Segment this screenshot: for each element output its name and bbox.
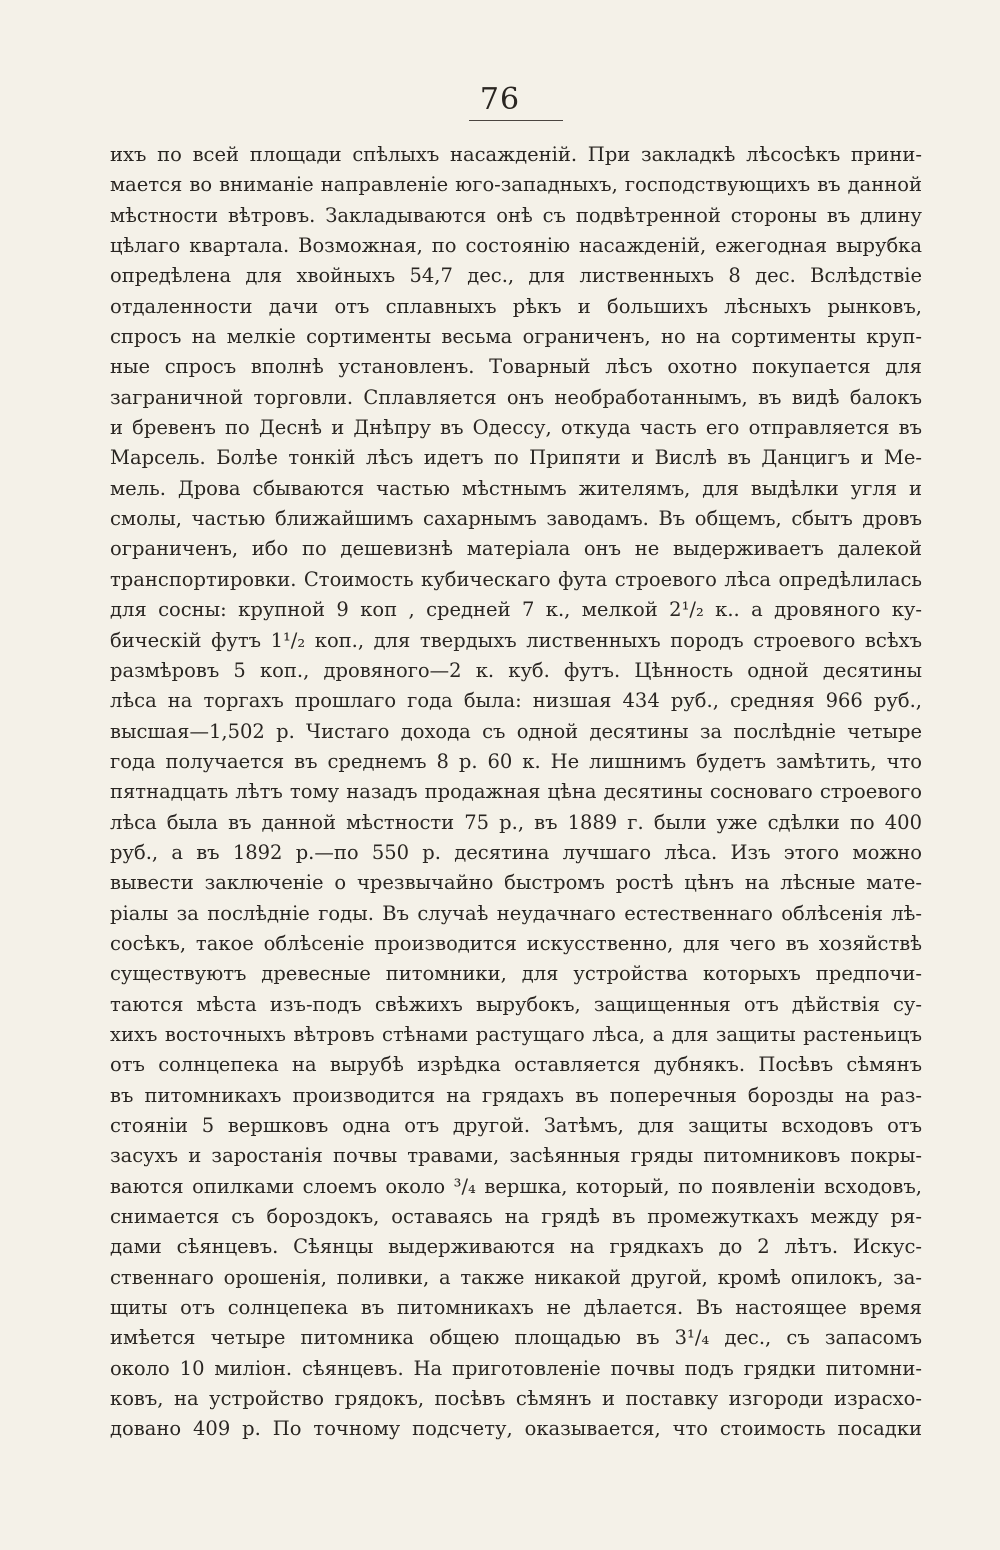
text-line: щиты отъ солнцепека въ питомникахъ не дѣлается. Въ настоящее время [110, 1296, 922, 1320]
text-line: транспортировки. Стоимость кубическаго фута строевого лѣса опредѣлилась [110, 567, 922, 591]
page-number-rule [469, 120, 563, 121]
text-line: ограниченъ, ибо по дешевизнѣ матеріала онъ не выдерживаетъ далекой [110, 537, 922, 561]
text-line: и бревенъ по Деснѣ и Днѣпру въ Одессу, откуда часть его отправляется въ [110, 416, 922, 440]
text-line: спросъ на мелкіе сортименты весьма ограниченъ, но на сортименты круп- [110, 325, 922, 349]
text-line: отъ солнцепека на вырубѣ изрѣдка оставляется дубнякъ. Посѣвъ сѣмянъ [110, 1053, 922, 1077]
body-text [110, 140, 922, 1445]
text-line: отдаленности дачи отъ сплавныхъ рѣкъ и большихъ лѣсныхъ рынковъ, [110, 294, 922, 318]
text-line: таются мѣста изъ-подъ свѣжихъ вырубокъ, защищенныя отъ дѣйствія су- [110, 992, 922, 1016]
text-line: существуютъ древесные питомники, для устройства которыхъ предпочи- [110, 962, 922, 986]
text-line: мѣстности вѣтровъ. Закладываются онѣ съ подвѣтренной стороны въ длину [110, 203, 922, 227]
text-line: вывести заключеніе о чрезвычайно быстромъ ростѣ цѣнъ на лѣсные мате- [110, 871, 922, 895]
text-line: лѣса на торгахъ прошлаго года была: низшая 434 руб., средняя 966 руб., [110, 689, 922, 713]
text-line: около 10 миліон. сѣянцевъ. На приготовленіе почвы подъ грядки питомни- [110, 1356, 922, 1380]
text-line: имѣется четыре питомника общею площадью въ 3¹/₄ дес., съ запасомъ [110, 1326, 922, 1350]
text-line: сосѣкъ, такое облѣсеніе производится искусственно, для чего въ хозяйствѣ [110, 931, 922, 955]
text-line: года получается въ среднемъ 8 р. 60 к. Не лишнимъ будетъ замѣтить, что [110, 749, 922, 773]
text-line: ріалы за послѣдніе годы. Въ случаѣ неудачнаго естественнаго облѣсенія лѣ- [110, 901, 922, 925]
text-line: заграничной торговли. Сплавляется онъ необработаннымъ, въ видѣ балокъ [110, 385, 922, 409]
text-line: засухъ и заростанія почвы травами, засѣянныя гряды питомниковъ покры- [110, 1144, 922, 1168]
text-line: хихъ восточныхъ вѣтровъ стѣнами растущаго лѣса, а для защиты растеньицъ [110, 1022, 922, 1046]
text-line: ихъ по всей площади спѣлыхъ насажденій. При закладкѣ лѣсосѣкъ прини- [110, 143, 922, 166]
text-line: ваются опилками слоемъ около ³/₄ вершка, который, по появленіи всходовъ, [110, 1174, 922, 1198]
text-line: въ питомникахъ производится на грядахъ въ поперечныя борозды на раз- [110, 1083, 922, 1107]
text-line: опредѣлена для хвойныхъ 54,7 дес., для лиственныхъ 8 дес. Вслѣдствіе [110, 264, 922, 288]
text-line: лѣса была въ данной мѣстности 75 р., въ 1889 г. были уже сдѣлки по 400 [110, 810, 922, 834]
text-line: Марсель. Болѣе тонкій лѣсъ идетъ по Припяти и Вислѣ въ Данцигъ и Ме- [110, 446, 922, 470]
text-line: размѣровъ 5 коп., дровяного—2 к. куб. футъ. Цѣнность одной десятины [110, 658, 922, 682]
text-line: смолы, частью ближайшимъ сахарнымъ заводамъ. Въ общемъ, сбытъ дровъ [110, 507, 922, 531]
text-line: стояніи 5 вершковъ одна отъ другой. Затѣмъ, для защиты всходовъ отъ [110, 1114, 922, 1137]
text-line: мель. Дрова сбываются частью мѣстнымъ жителямъ, для выдѣлки угля и [110, 476, 922, 500]
text-line: довано 409 р. По точному подсчету, оказывается, что стоимость посадки [110, 1417, 922, 1441]
text-line: ные спросъ вполнѣ установленъ. Товарный лѣсъ охотно покупается для [110, 355, 922, 379]
text-line: дами сѣянцевъ. Сѣянцы выдерживаются на грядкахъ до 2 лѣтъ. Искус- [110, 1235, 922, 1259]
text-line: высшая—1,502 р. Чистаго дохода съ одной десятины за послѣдніе четыре [110, 719, 922, 743]
text-line: бическій футъ 1¹/₂ коп., для твердыхъ лиственныхъ породъ строевого всѣхъ [110, 628, 922, 652]
text-line: снимается съ бороздокъ, оставаясь на грядѣ въ промежуткахъ между ря- [110, 1205, 922, 1229]
text-line: цѣлаго квартала. Возможная, по состоянію насажденій, ежегодная вырубка [110, 234, 922, 258]
page-number: 76 [479, 82, 521, 117]
text-line: ковъ, на устройство грядокъ, посѣвъ сѣмянъ и поставку изгороди израсхо- [110, 1387, 922, 1411]
text-line: руб., а въ 1892 р.—по 550 р. десятина лучшаго лѣса. Изъ этого можно [110, 840, 922, 864]
text-line: мается во вниманіе направленіе юго-западныхъ, господствующихъ въ данной [110, 173, 922, 197]
text-line: пятнадцать лѣтъ тому назадъ продажная цѣна десятины сосноваго строевого [110, 780, 922, 804]
text-line: ственнаго орошенія, поливки, а также никакой другой, кромѣ опилокъ, за- [110, 1265, 922, 1289]
text-line: для сосны: крупной 9 коп , средней 7 к., мелкой 2¹/₂ к.. а дровяного ку- [110, 598, 922, 622]
